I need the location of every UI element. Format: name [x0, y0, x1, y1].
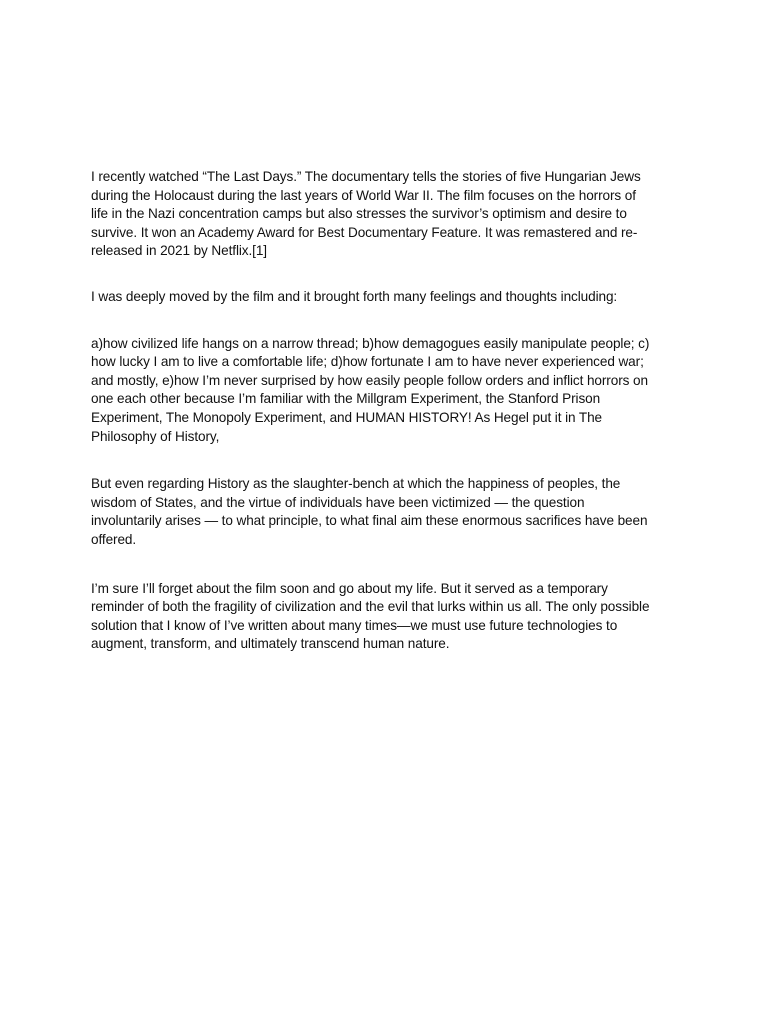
- paragraph-list: a)how civilized life hangs on a narrow thread; b)how demagogues easily manipulate people; c) how lucky I am to live a comfortable life; d)how fortunate I am to have never experienced war; and mostly, e)how I’m never surprised by how easily people follow orders and inflict horrors on one each other because I’m familiar with the Millgram Experiment, the Stanford Prison Experiment, The Monopoly Experiment, and HUMAN HISTORY! As Hegel put it in The Philosophy of History,: [91, 335, 650, 444]
- paragraph-conclusion: I’m sure I’ll forget about the film soon and go about my life. But it served as a temporary reminder of both the fragility of civilization and the evil that lurks within us all. The only possible solution that I know of I’ve written about many times—we must use future technologies to augment, transform, and ultimately transcend human nature.: [91, 580, 650, 652]
- paragraph-feelings: I was deeply moved by the film and it brought forth many feelings and thoughts including:: [91, 288, 618, 304]
- paragraph-hegel-quote: But even regarding History as the slaughter-bench at which the happiness of peoples, the wisdom of States, and the virtue of individuals have been victimized — the question involuntarily arises — to what principle, to what final aim these enormous sacrifices have been offered.: [91, 476, 648, 547]
- paragraph-intro: I recently watched “The Last Days.” The documentary tells the stories of five Hungarian Jews during the Holocaust during the last years of World War II. The film focuses on the horrors of life in the Nazi concentration camps but also stresses the survivor’s optimism and desire to survive. It won an Academy Award for Best Documentary Feature. It was remastered and re- released in 2021 by Netflix.[1]: [91, 169, 641, 259]
- document-body: [91, 168, 681, 654]
